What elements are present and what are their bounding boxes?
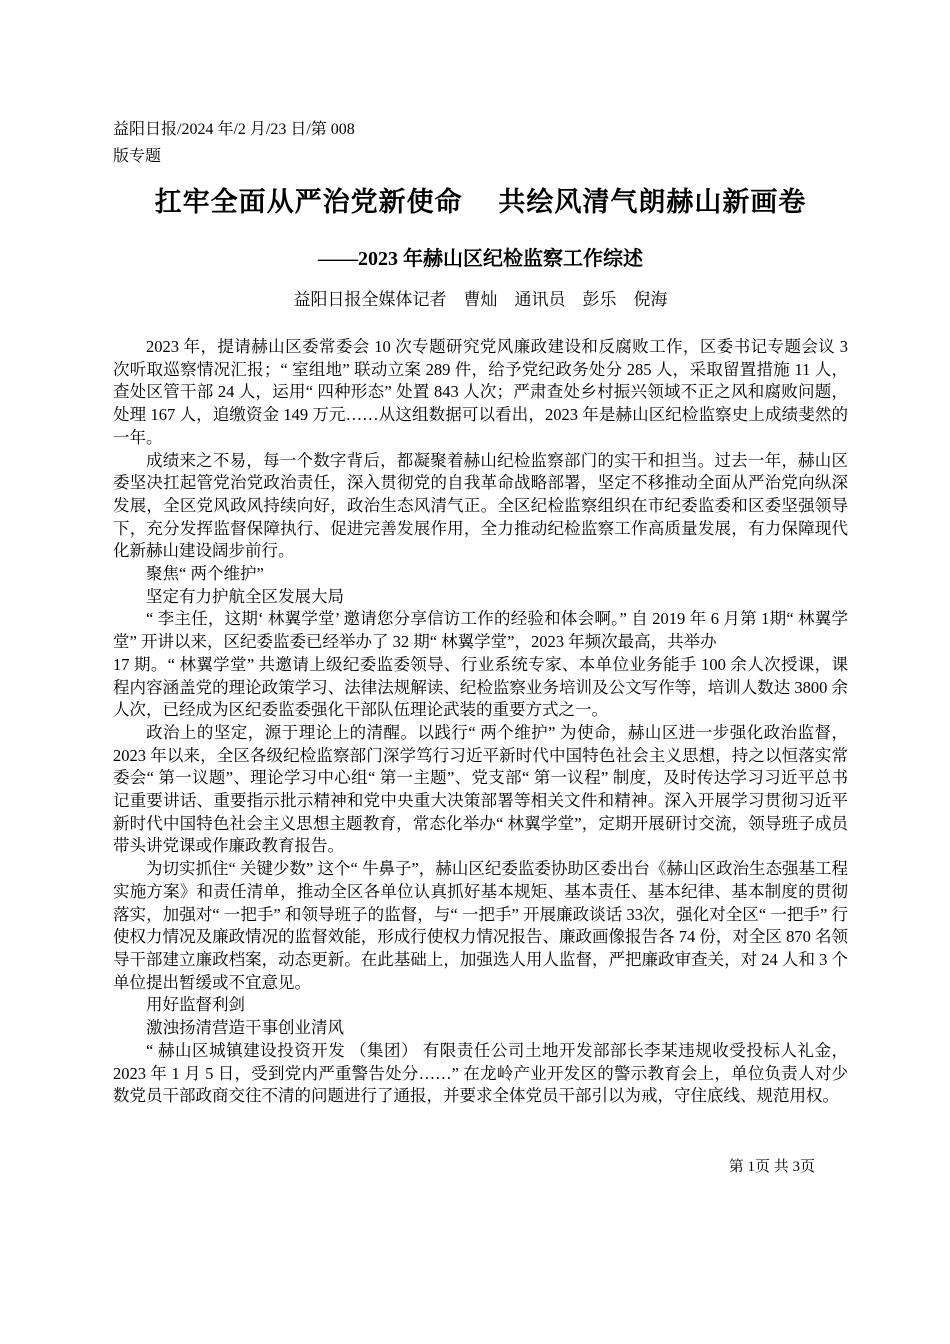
article-body xyxy=(113,336,848,1108)
publication-source xyxy=(113,116,848,170)
body-paragraph: “ 赫山区城镇建设投资开发 （集团） 有限责任公司土地开发部部长李某违规收受投标人礼金，2023 年 1 月 5 日，受到党内严重警告处分……” 在龙岭产业开发区的警示教育会上，单位负责人对少数党员干部政商交往不清的问题进行了通报，并要求全体党员干部引以为戒，守住底线、规范用权。 xyxy=(113,1040,848,1106)
section-subhead: 坚定有力护航全区发展大局 xyxy=(146,586,344,606)
article-byline: 益阳日报全媒体记者 曹灿 通讯员 彭乐 倪海 xyxy=(293,290,668,309)
body-paragraph: 17 期。“ 林翼学堂” 共邀请上级纪委监委领导、行业系统专家、本单位业务能手 100 余人次授课，课程内容涵盖党的理论政策学习、法律法规解读、纪检监察业务培训及公文写作等，培训人数达 3800 余人次，已经成为区纪委监委强化干部队伍理论武装的重要方式之一。 xyxy=(113,654,848,720)
body-paragraph: 为切实抓住“ 关键少数” 这个“ 牛鼻子”，赫山区纪委监委协助区委出台《赫山区政治生态强基工程实施方案》和责任清单，推动全区各单位认真抓好基本规矩、基本责任、基本纪律、基本制度的贯彻落实，加强对“ 一把手” 和领导班子的监督，与“ 一把手” 开展廉政谈话 33次，强化对全区“ 一把手” 行使权力情况及廉政情况的监督效能，形成行使权力情况报告、廉政画像报告各 74 份，对全区 870 名领导干部建立廉政档案，动态更新。在此基础上，加强选人用人监督，严把廉政审查关，对 24 人和 3 个单位提出暂缓或不宜意见。 xyxy=(113,859,848,992)
source-line-2: 版专题 xyxy=(113,148,162,165)
body-paragraph: “ 李主任，这期‘ 林翼学堂’ 邀请您分享信访工作的经验和体会啊。” 自 2019 年 6 月第 1期“ 林翼学堂” 开讲以来，区纪委监委已经举办了 32 期“ 林翼学堂”，2023 年频次最高，共举办 xyxy=(113,609,848,652)
body-paragraph: 2023 年，提请赫山区委常委会 10 次专题研究党风廉政建设和反腐败工作，区委书记专题会议 3 次听取巡察情况汇报；“ 室组地” 联动立案 289 件，给予党纪政务处分 285 人，采取留置措施 11 人，查处区管干部 24 人，运用“ 四种形态” 处置 843 人次；严肃查处乡村振兴领域不正之风和腐败问题，处理 167 人，追缴资金 149 万元……从这组数据可以看出，2023 年是赫山区纪检监察史上成绩斐然的一年。 xyxy=(113,337,848,447)
body-paragraph: 成绩来之不易，每一个数字背后，都凝聚着赫山纪检监察部门的实干和担当。过去一年，赫山区委坚决扛起管党治党政治责任，深入贯彻党的自我革命战略部署，坚定不移推动全面从严治党向纵深发展，全区党风政风持续向好，政治生态风清气正。全区纪检监察组织在市纪委监委和区委坚强领导下，充分发挥监督保障执行、促进完善发展作用，全力推动纪检监察工作高质量发展，有力保障现代化新赫山建设阔步前行。 xyxy=(113,450,848,561)
section-subhead: 用好监督利剑 xyxy=(146,995,245,1015)
section-subhead: 聚焦“ 两个维护” xyxy=(146,564,264,584)
source-line-1: 益阳日报/2024 年/2 月/23 日/第 008 xyxy=(113,121,355,138)
page-number: 第 1页 共 3页 xyxy=(728,1159,815,1175)
body-paragraph: 政治上的坚定，源于理论上的清醒。以践行“ 两个维护” 为使命，赫山区进一步强化政治监督，2023 年以来，全区各级纪检监察部门深学笃行习近平新时代中国特色社会主义思想，持之以恒落实常委会“ 第一议题”、理论学习中心组“ 第一主题”、党支部“ 第一议程” 制度，及时传达学习习近平总书记重要讲话、重要指示批示精神和党中央重大决策部署等相关文件和精神。深入开展学习贯彻习近平新时代中国特色社会主义思想主题教育，常态化举办“ 林翼学堂”，定期开展研讨交流，领导班子成员带头讲党课或作廉政教育报告。 xyxy=(113,722,848,856)
section-subhead: 激浊扬清营造干事创业清风 xyxy=(146,1018,344,1038)
page-content xyxy=(113,116,848,1108)
article-title: 扛牢全面从严治党新使命 共绘风清气朗赫山新画卷 xyxy=(154,187,807,217)
article-subtitle: ——2023 年赫山区纪检监察工作综述 xyxy=(318,248,643,270)
